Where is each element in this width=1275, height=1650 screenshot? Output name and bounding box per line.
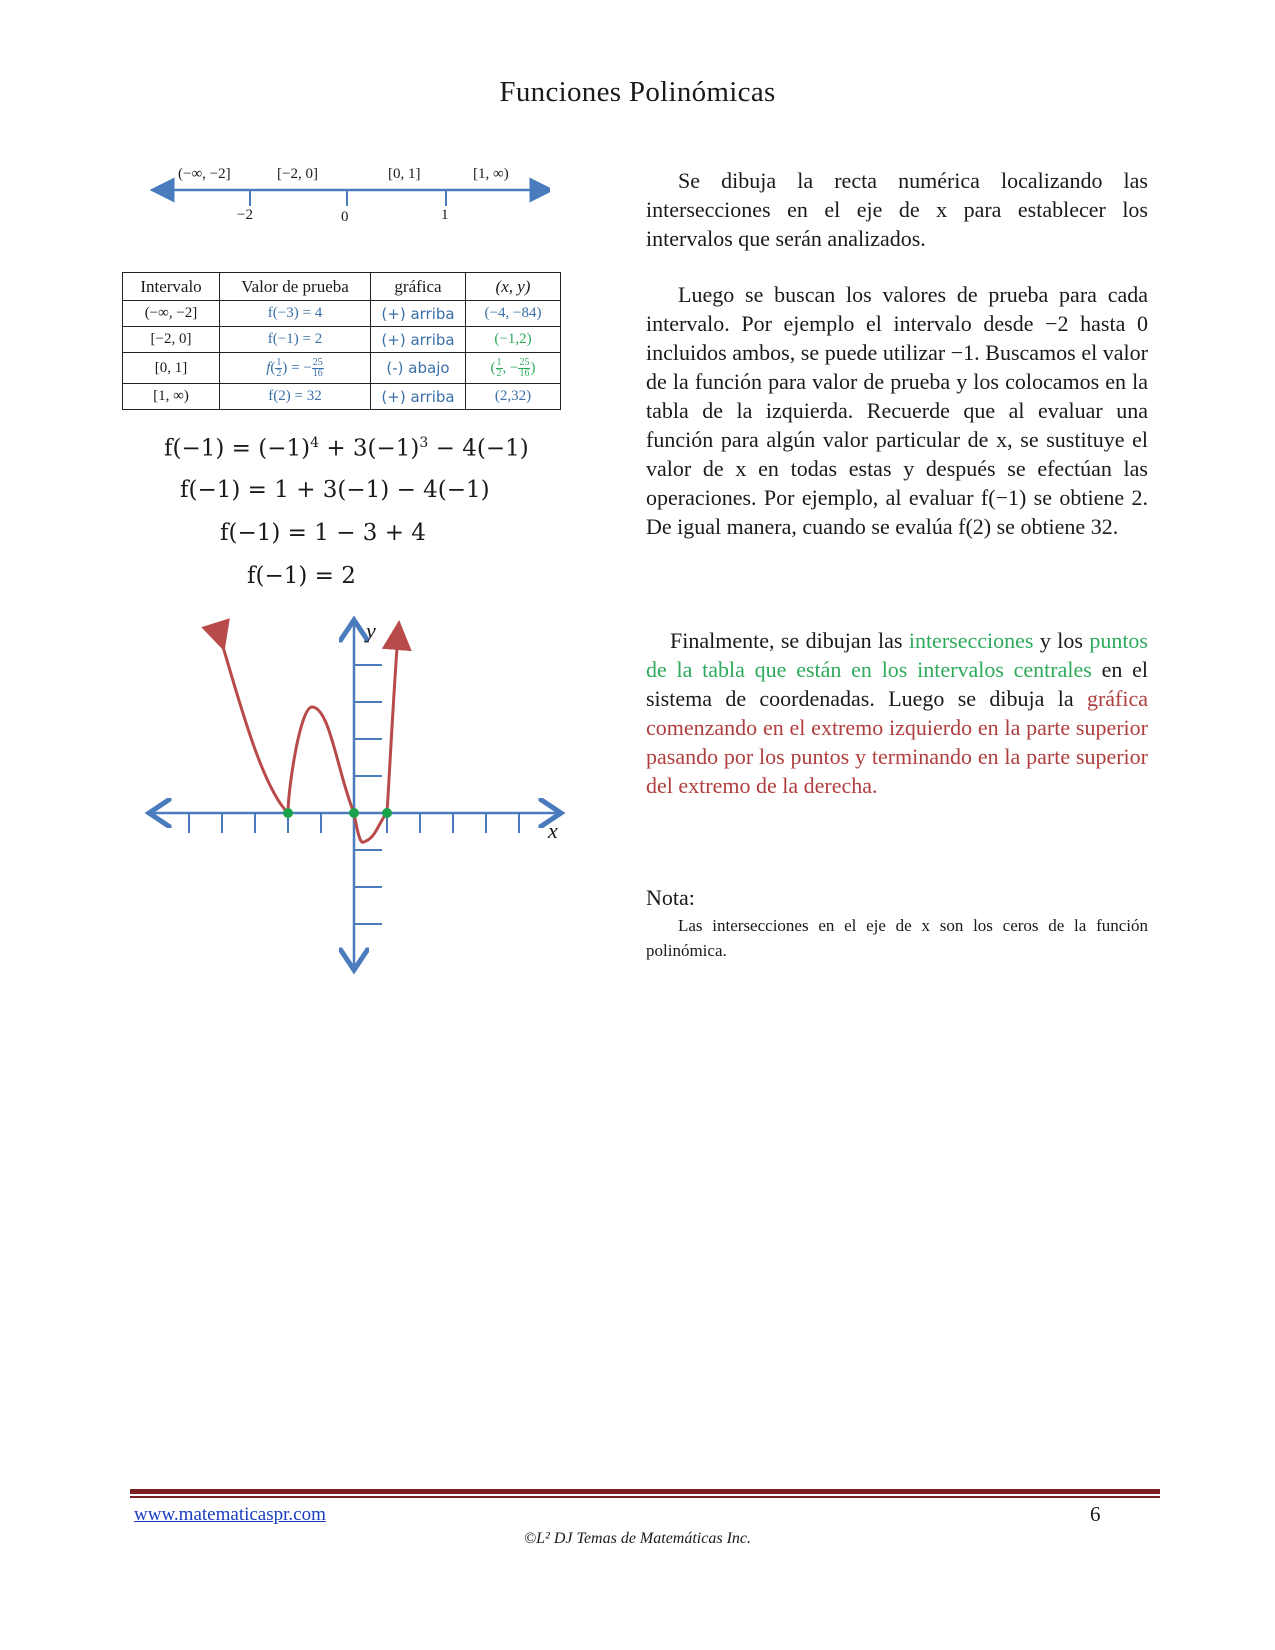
x-axis-label: x (548, 818, 558, 843)
p3-table-points: puntos de la tabla que están en los intervalos centrales (646, 628, 1148, 682)
note-text (646, 913, 1148, 963)
point-x-fraction (496, 358, 503, 379)
p3-e: en el sistema de coordenadas. Luego se dibuja la (646, 657, 1148, 711)
p3-a: Finalmente, se dibujan las (670, 628, 909, 653)
paragraph-2 (646, 280, 1148, 541)
tick-label-neg2: −2 (237, 207, 253, 223)
footer-rule-thin (130, 1496, 1160, 1498)
cell-graph: (+) arriba (371, 301, 466, 327)
cell-interval: (−∞, −2] (123, 301, 220, 327)
cell-test-value: f(2) = 32 (220, 384, 371, 410)
table-header-row (123, 273, 561, 301)
note-heading: Nota: (646, 885, 695, 910)
frac-den: 16 (312, 367, 323, 379)
test-eq: = − (287, 359, 312, 376)
copyright: ©L² DJ Temas de Matemáticas Inc. (524, 1530, 751, 1547)
footer-rule (130, 1489, 1160, 1494)
footer-website-link[interactable]: www.matematicaspr.com (134, 1504, 326, 1525)
interval-label-4: [1, ∞) (473, 166, 509, 182)
eq1-part-a: f(−1) = (−1) (164, 435, 311, 462)
cell-graph: (+) arriba (371, 384, 466, 410)
y-axis-label: y (366, 618, 376, 643)
paragraph-2-text: Luego se buscan los valores de prueba para cada intervalo. Por ejemplo el intervalo desde −2 hasta 0 incluidos ambos, se puede utilizar −1. Buscamos el valor de la función para valor de prueba y los colocamos en la tabla de la izquierda. Recuerde que al evaluar una función para algún valor particular de x, se sustituye el valor de x en todas estas y después se efectúan las operaciones. Por ejemplo, al evaluar f(−1) se obtiene 2. De igual manera, cuando se evalúa f(2) se obtiene 32. (646, 282, 1148, 539)
table-row (123, 353, 561, 384)
cell-graph: (+) arriba (371, 327, 466, 353)
header-test-value: Valor de prueba (220, 273, 371, 301)
equation-1 (164, 435, 529, 462)
p3-intersections: intersecciones (908, 628, 1034, 653)
interval-table (122, 272, 561, 410)
point-y-fraction (518, 358, 530, 379)
paragraph-1 (646, 166, 1148, 253)
tick-label-0: 0 (341, 209, 349, 225)
cell-test-value: f(−3) = 4 (220, 301, 371, 327)
cell-graph: (-) abajo (371, 353, 466, 384)
eq1-exp-2: 3 (419, 435, 429, 451)
zero-point (283, 808, 293, 818)
header-point: (x, y) (466, 273, 561, 301)
cell-point: (2,32) (466, 384, 561, 410)
page-number: 6 (1090, 1502, 1101, 1526)
frac-num: 25 (519, 356, 530, 368)
equation-2: f(−1) = 1 + 3(−1) − 4(−1) (180, 477, 490, 503)
interval-label-1: (−∞, −2] (178, 166, 231, 182)
paragraph-3 (646, 626, 1148, 800)
frac-den: 2 (276, 367, 282, 379)
frac-num: 1 (496, 356, 502, 368)
table-row (123, 384, 561, 410)
cell-point: (−4, −84) (466, 301, 561, 327)
header-graph: gráfica (371, 273, 466, 301)
cell-point (466, 353, 561, 384)
header-interval: Intervalo (123, 273, 220, 301)
frac-den: 2 (496, 367, 502, 379)
point-close: ) (530, 359, 536, 376)
p3-c: y los (1033, 628, 1090, 653)
interval-label-3: [0, 1] (388, 166, 421, 182)
paragraph-1-text: Se dibuja la recta numérica localizando las intersecciones en el eje de x para establecer los intervalos que serán analizados. (646, 168, 1148, 251)
test-fn: f (266, 359, 271, 376)
interval-label-2: [−2, 0] (277, 166, 318, 182)
frac-num: 25 (312, 356, 323, 368)
eq1-part-b: + 3(−1) (319, 435, 420, 462)
zero-point (349, 808, 359, 818)
frac-num: 1 (276, 356, 282, 368)
equation-4: f(−1) = 2 (247, 563, 356, 589)
table-row (123, 327, 561, 353)
test-val-fraction (312, 358, 324, 379)
cell-interval: [−2, 0] (123, 327, 220, 353)
eq1-part-c: − 4(−1) (428, 435, 529, 462)
zero-point (382, 808, 392, 818)
tick-label-1: 1 (441, 207, 449, 223)
table-row (123, 301, 561, 327)
page-title: Funciones Polinómicas (499, 76, 776, 108)
test-arg-fraction (275, 358, 282, 379)
point-sep: , − (502, 359, 519, 376)
cell-test-value: f(−1) = 2 (220, 327, 371, 353)
eq1-exp-1: 4 (310, 435, 320, 451)
cell-point: (−1,2) (466, 327, 561, 353)
point-open: ( (490, 359, 496, 376)
cell-test-value: f( $\frac{1}{2}$ ) = − $\frac{25}{16}$ (220, 353, 371, 384)
equation-3: f(−1) = 1 − 3 + 4 (220, 520, 426, 546)
polynomial-graph (140, 615, 580, 975)
p3-graph-description: gráfica comenzando en el extremo izquierdo en la parte superior pasando por los puntos y terminando en la parte superior del extremo de la derecha. (646, 686, 1148, 798)
cell-interval: [1, ∞) (123, 384, 220, 410)
frac-den: 16 (519, 367, 530, 379)
cell-interval: [0, 1] (123, 353, 220, 384)
note-body: Las intersecciones en el eje de x son los ceros de la función polinómica. (646, 916, 1148, 960)
